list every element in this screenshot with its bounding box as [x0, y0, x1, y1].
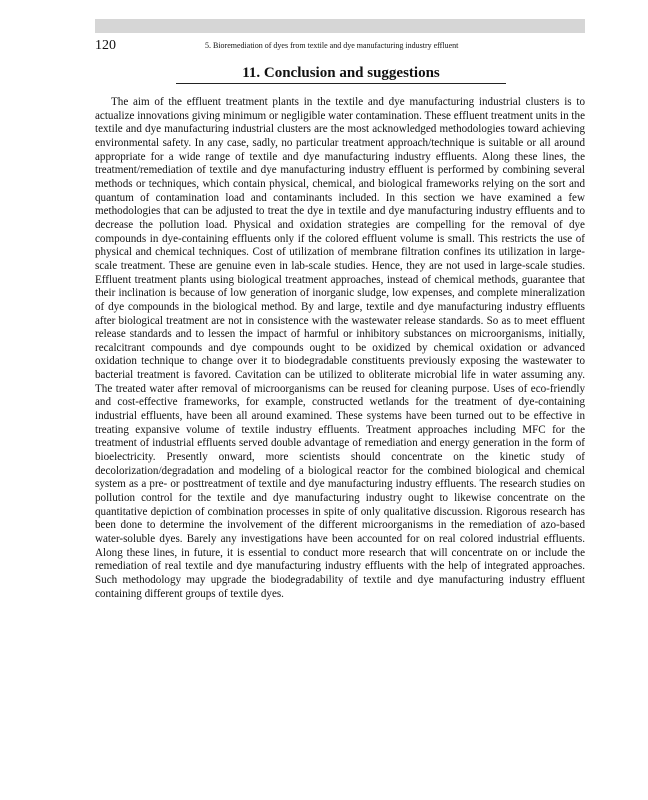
body-paragraph: The aim of the effluent treatment plants in the textile and dye manufacturing industrial clusters is to actualize innovations giving minimum or negligible water contamination. These effluent treatment units in the textile and dye manufacturing industrial clusters are the most acknowledged methodologies toward achieving environmental safety. In any case, sadly, no particular treatment approach/technique is suitable or all around appropriate for a wide range of textile and dye manufacturing industry effluents. Along these lines, the treatment/remediation of textile and dye manufacturing industry effluent is performed by combining several methods or techniques, which contain physical, chemical, and biological frameworks relying on the sort and quantum of contamination load and contaminants included. In this section we have examined a few methodologies that can be adjusted to treat the dye in textile and dye manufacturing industry effluents and to decrease the pollution load. Physical and oxidation strategies are compelling for the removal of dye compounds in dye-containing effluents only if the colored effluent volume is small. This restricts the use of physical and chemical techniques. Cost of utilization of membrane filtration confines its utilization in large-scale treatment. These are genuine even in lab-scale studies. Hence, they are not used in large-scale studies. Effluent treatment plants using biological treatment approaches, instead of chemical methods, guarantee that their inclination is because of low generation of inorganic sludge, low expenses, and complete mineralization of dye compounds in the biological method. By and large, textile and dye manufacturing industry effluents after biological treatment are not in consistence with the wastewater release standards. So as to meet effluent release standards and to lessen the impact of harmful or inhibitory substances on microorganisms, initially, recalcitrant compounds and dye compounds ought to be oxidized by chemical oxidation or advanced oxidation technique to change over it to biodegradable constituents previously exposing the wastewater to bacterial treatment is favored. Cavitation can be utilized to obliterate microbial life in water assuming any. The treated water after removal of microorganisms can be reused for cleaning purpose. Uses of eco-friendly and cost-effective frameworks, for example, constructed wetlands for the treatment of dye-containing industrial effluents, have been all around examined. These systems have been turned out to be effective in treating expansive volume of textile industry effluents. Treatment approaches including MFC for the treatment of industrial effluents served double advantage of remediation and energy generation in the form of bioelectricity. Presently onward, more scientists should concentrate on the kinetic study of decolorization/degradation and modeling of a biological reactor for the combined biological and chemical system as a pre- or posttreatment of textile and dye manufacturing industry effluents. The research studies on pollution control for the textile and dye manufacturing industry ought to likewise concentrate on the quantitative depiction of combination processes in spite of only qualitative discussion. Rigorous research has been done to determine the involvement of the different microorganisms in the remediation of azo-based water-soluble dyes. Barely any investigations have been accounted for on real colored industrial effluents. Along these lines, in future, it is essential to conduct more research that will concentrate on or include the remediation of real textile and dye manufacturing industry effluents with the help of integrated approaches. Such methodology may upgrade the biodegradability of textile and dye manufacturing industry effluent containing different groups of textile dyes. [95, 96, 585, 600]
running-head: 5. Bioremediation of dyes from textile and dye manufacturing industry effluent [205, 41, 459, 50]
page-number: 120 [95, 38, 116, 53]
title-underline [176, 83, 506, 84]
section-title: 11. Conclusion and suggestions [242, 65, 440, 81]
header-bar [95, 19, 585, 33]
page-header [95, 38, 585, 56]
